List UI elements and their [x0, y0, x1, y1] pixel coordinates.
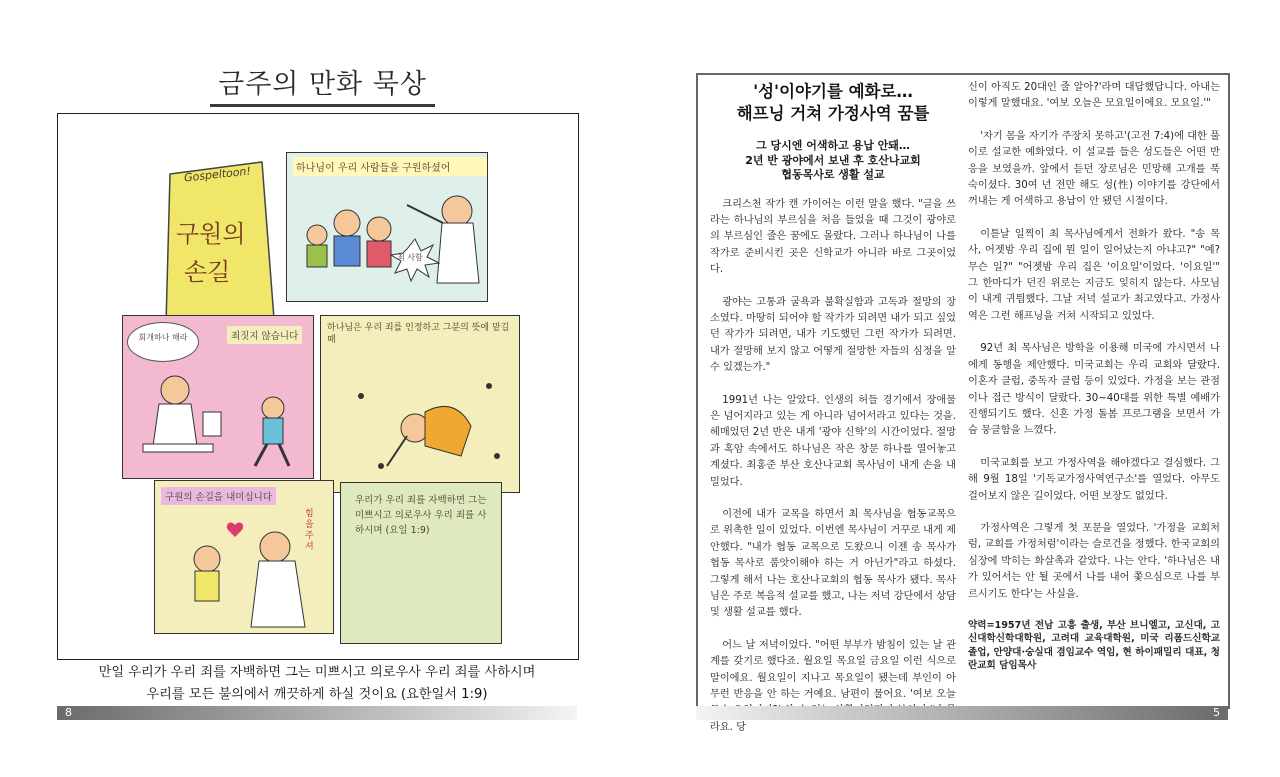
running-kids-icon	[287, 153, 487, 301]
comic-panel-title	[162, 154, 280, 329]
paragraph: 이튿날 일찍이 최 목사님에게서 전화가 왔다. "송 목사, 어젯밤 우리 집에 뭔 일이 일어났는지 아냐고?" "예? 무슨 일?" "어젯밤 우리 집은 '이요일'이었다. '이요일'" 그 한마디가 던진 위로는 지금도 잊히지 않는다. 사모님이 내게 귀띔했다. 그날 저녁 설교가 최고였다고. 가정사역은 그런 해프닝을 거쳐 시작되고 있었다.	[968, 228, 1220, 322]
comic-panel-repentance	[320, 315, 520, 493]
paragraph: 이전에 내가 교목을 하면서 최 목사님을 협동교목으로 위촉한 일이 있었다. 이번엔 목사님이 거꾸로 내게 제안했다. "내가 협동 교목으로 도왔으니 이젠 송 목사가 협동 목사로 품앗이해야 하는 거 아닌가"라고 하셨다. 그렇게 해서 나는 호산나교회의 협동 목사가 됐다. 목사님은 주로 복음적 설교를 했고, 나는 저녁 강단에서 상담 및 생활 설교를 했다.	[710, 509, 956, 619]
article	[696, 73, 1230, 733]
paragraph: 92년 최 목사님은 방학을 이용해 미국에 가시면서 나에게 동행을 제안했다. 미국교회는 우리 교회와 달랐다. 이혼자 클럽, 중독자 클럽 등이 있었다. 가정을 보는 관점이나 접근 방식이 달랐다. 30~40대를 위한 특별 예배가 진행되기도 했다. 신혼 가정 돌봄 프로그램을 보면서 가슴 뭉클함을 느꼈다.	[968, 343, 1220, 437]
side-text: 힘을 주셔	[305, 509, 314, 552]
article-headline: '성'이야기를 예화로… 해프닝 거쳐 가정사역 꿈틀	[736, 82, 930, 123]
page-number: 8	[65, 706, 72, 719]
speech-bubble: 회개하나 해라	[127, 322, 199, 362]
comic-caption-verse: 만일 우리가 우리 죄를 자백하면 그는 미쁘시고 의로우사 우리 죄를 사하시며 우리를 모든 불의에서 깨끗하게 하실 것이요 (요한일서 1:9)	[98, 665, 536, 702]
comic-panel-embrace	[154, 480, 334, 634]
burst-text: 죄 사함	[397, 253, 423, 262]
comic-caption: 하나님이 우리 사람들을 구원하셨어	[293, 157, 487, 176]
page-title: 금주의 만화 묵상	[210, 62, 435, 107]
article-column-left	[710, 75, 956, 752]
paragraph: '자기 몸을 자기가 주장치 못하고'(고전 7:4)에 대한 풀이로 설교한 예화였다. 이 설교를 들은 성도들은 어떤 반응을 보였을까. 앞에서 듣던 장로님은 민망해 고개를 푹 숙이셨다. 30여 년 전만 해도 성(性) 이야기를 강단에서 꺼내는 게 어색하고 용납이 안 됐던 시절이다.	[968, 130, 1220, 208]
comic-title-line1: 구원의	[176, 220, 246, 248]
page-footer-left	[57, 706, 577, 720]
paragraph: 크리스천 작가 캔 가이어는 이런 말을 했다. "글을 쓰라는 하나님의 부르심을 처음 들었을 때 그것이 광야로의 부르심인 줄은 꿈에도 몰랐다. 그러나 하나님이 나를 작가로 준비시킨 곳은 신학교가 아니라 바로 그곳이었다.	[710, 198, 956, 276]
kneeling-man-icon	[321, 316, 519, 492]
author-bio: 약력=1957년 전남 고흥 출생, 부산 브니엘고, 고신대, 고신대학신학대학원, 고려대 교육대학원, 미국 리폼드신학교 졸업, 안양대·숭실대 겸임교수 역임, 현 하이패밀리 대표, 청란교회 담임목사	[968, 619, 1220, 672]
paragraph: 광야는 고통과 굴욕과 불확실함과 고독과 절망의 장소였다. 마땅히 되어야 할 작가가 되려면 내가 되고 싶었던 작가가 되려면, 내가 기도했던 그런 작가가 되려면. 내가 절망해 보지 않고 어떻게 절망한 자들의 심정을 알 수 있겠는가."	[710, 296, 956, 374]
article-subhead: 그 당시엔 어색하고 용납 안돼… 2년 반 광야에서 보낸 후 호산나교회 협동목사로 생활 설교	[745, 139, 921, 181]
jesus-embrace-icon	[155, 481, 333, 633]
comic-caption: 죄짓지 않습니다	[227, 326, 302, 344]
comic-panel-verse	[340, 482, 502, 644]
comic-caption: 하나님은 우리 죄를 인정하고 그분의 뜻에 맡길 때	[327, 323, 510, 345]
paragraph: 가정사역은 그렇게 첫 포문을 열었다. '가정을 교회처럼, 교회를 가정처럼'이라는 슬로건을 정했다. 한국교회의 심장에 박히는 화살촉과 같았다. 나는 안다. '하나님은 내가 있어서는 안 될 곳에서 나를 내어 쫓으심으로 나를 부르시기도 한다'는 사실을.	[968, 522, 1220, 600]
man-desk-icon	[123, 316, 313, 478]
comic-caption: 구원의 손길을 내미십니다	[161, 487, 276, 505]
paragraph: 1991년 나는 알았다. 인생의 허들 경기에서 장애물은 넘어지라고 있는 게 아니라 넘어서라고 있다는 것을. 헤매었던 2년 반은 내게 '광야 신학'의 시간이었다. 절망과 혹암 속에서도 하나님은 작은 창문 하나를 열어놓고 계셨다. 최홍준 부산 호산나교회 목사님이 내게 손을 내밀었다.	[710, 394, 956, 488]
verse-text: 우리가 우리 죄를 자백하면 그는 미쁘시고 의로우사 우리 죄를 사하시며 (요일 1:9)	[355, 495, 487, 536]
paragraph: 미국교회를 보고 가정사역을 해야겠다고 결심했다. 그해 9월 18일 '기독교가정사역연구소'를 열었다. 아무도 걸어보지 않은 길이었다. 어떤 보장도 없었다.	[968, 457, 1220, 502]
comic-panel-salvation	[286, 152, 488, 302]
comic-strip	[57, 113, 579, 660]
page-number: 5	[1213, 706, 1220, 719]
comic-panel-confession	[122, 315, 314, 479]
comic-title-line2: 손길	[184, 258, 231, 286]
page-footer-right	[696, 706, 1228, 720]
paragraph: 신이 아직도 20대인 줄 알아?'라며 대답했답니다. 아내는 이렇게 말했대요. '여보 오늘은 모요일이에요. 모요일.'"	[968, 82, 1220, 110]
comic-brand: Gospeltoon!	[183, 164, 252, 185]
article-column-right	[968, 80, 1220, 689]
paragraph: 어느 날 저녁이었다. "어떤 부부가 밤침이 있는 날 관계를 갖기로 했다죠. 월요일 목요일 금요일 이런 식으로 말이에요. 월요일이 지나고 목요일이 됐는데 부인이 아무런 반응을 안 하는 거예요. 남편이 물어요. '여보 오늘 라요. 당	[710, 639, 956, 733]
